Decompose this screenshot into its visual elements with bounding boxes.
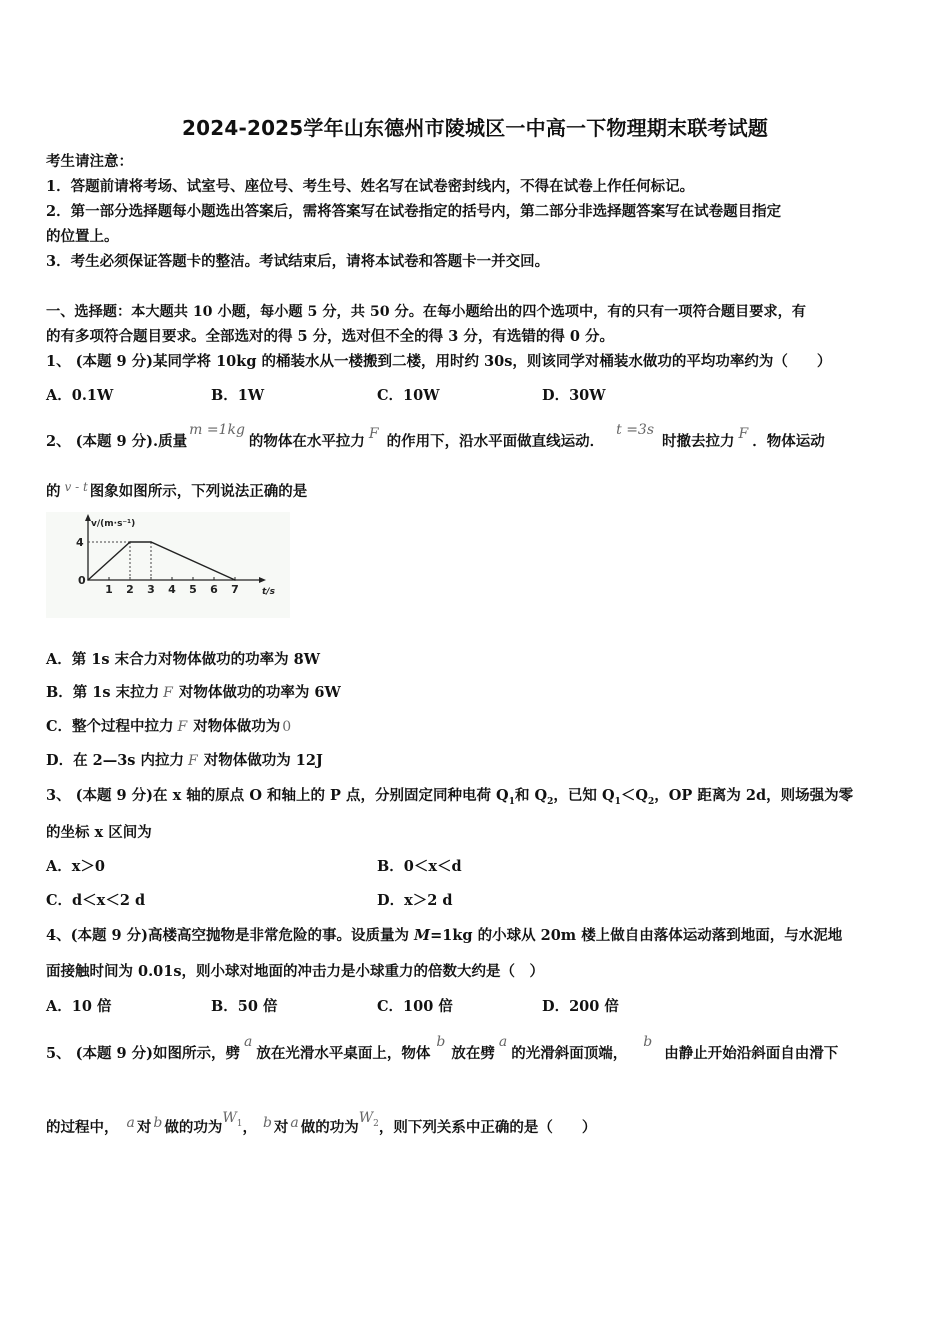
- q5-text-5: 由静止开始沿斜面自由滑下: [664, 1045, 839, 1062]
- data-point: [87, 579, 89, 581]
- q5-symbol-b-4: b: [262, 1115, 272, 1131]
- notice-item-3: 3．考生必须保证答题卡的整洁。考试结束后，请将本试卷和答题卡一并交回。: [46, 253, 550, 270]
- q5-text-11: 做的功为: [300, 1119, 359, 1136]
- vt-graph-background: [46, 512, 290, 618]
- q2-option-b: [46, 683, 341, 703]
- q4-option-d: D．200 倍: [542, 998, 619, 1015]
- q2-time-expr: t =3s: [616, 422, 655, 438]
- x-tick-label: 5: [189, 583, 197, 596]
- q5-symbol-a-2: a: [498, 1034, 508, 1050]
- q2-option-c-force: F: [177, 719, 188, 735]
- q5-text-6: 的过程中，: [46, 1119, 119, 1136]
- vt-graph: [46, 512, 290, 618]
- q2-option-d-text2: 对物体做功为 12J: [203, 752, 323, 769]
- q2-text-6: 的: [46, 483, 61, 500]
- notice-heading: 考生请注意：: [46, 153, 133, 170]
- q5-text-8: 做的功为: [164, 1119, 223, 1136]
- q5-text-10: 对: [273, 1119, 289, 1136]
- q3-option-a: A．x＞0: [46, 858, 105, 875]
- q5-w2-sub: 2: [373, 1118, 379, 1129]
- notice-item-1: 1．答题前请将考场、试室号、座位号、考生号、姓名写在试卷密封线内，不得在试卷上作任何标记。: [46, 178, 695, 195]
- q3-sub-2: 2: [547, 796, 554, 807]
- section1-intro-line1: 一、选择题：本大题共 10 小题，每小题 5 分，共 50 分。在每小题给出的四个选项中，有的只有一项符合题目要求，有: [46, 304, 806, 320]
- q2-text-3: 的作用下，沿水平面做直线运动．: [386, 433, 605, 450]
- page-title: 2024-2025学年山东德州市陵城区一中高一下物理期末联考试题: [181, 116, 769, 140]
- x-tick-label: 1: [105, 583, 113, 596]
- y-tick-label: 4: [76, 536, 84, 549]
- q5-w1: [222, 1110, 243, 1129]
- q2-option-d: [46, 751, 323, 771]
- q4-option-b: B．50 倍: [211, 998, 278, 1015]
- q2-option-c: [46, 717, 291, 737]
- q2-force-symbol-2: F: [738, 426, 749, 442]
- q5-text-7: 对: [136, 1119, 152, 1136]
- data-point: [150, 541, 152, 543]
- q5-w2-letter: W: [358, 1110, 374, 1126]
- q4-mass-symbol: M: [414, 927, 431, 944]
- y-axis-label: v/(m·s⁻¹): [91, 519, 136, 529]
- origin-label: 0: [78, 574, 86, 587]
- q2-text-1: 2、 (本题 9 分).质量: [46, 433, 188, 450]
- q5-text-4: 的光滑斜面顶端，: [511, 1045, 628, 1062]
- q3-option-d: D．x＞2 d: [377, 892, 453, 909]
- q2-option-c-text1: C．整个过程中拉力: [46, 718, 174, 735]
- q5-symbol-b-1: b: [436, 1034, 446, 1050]
- data-point: [234, 579, 236, 581]
- q5-w1-letter: W: [222, 1110, 237, 1126]
- q2-option-d-text1: D．在 2—3s 内拉力: [46, 752, 185, 769]
- data-point: [129, 541, 131, 543]
- q5-text-1: 5、 (本题 9 分)如图所示，劈: [46, 1045, 241, 1062]
- q1-option-b: B．1W: [211, 387, 265, 404]
- x-tick-label: 2: [126, 583, 134, 596]
- q5-symbol-b-3: b: [153, 1115, 163, 1131]
- x-tick-label: 4: [168, 583, 176, 596]
- q2-force-symbol: F: [368, 426, 379, 442]
- q2-option-a: A．第 1s 末合力对物体做功的功率为 8W: [46, 651, 321, 668]
- x-tick-label: 3: [147, 583, 155, 596]
- q5-text-2: 放在光滑水平桌面上，物体: [256, 1045, 431, 1062]
- q5-text-3: 放在劈: [451, 1045, 495, 1062]
- section1-intro-line2: 的有多项符合题目要求。全部选对的得 5 分，选对但不全的得 3 分，有选错的得 0 分。: [46, 328, 615, 345]
- q2-stem-line2: [46, 482, 307, 502]
- q3-text-4: ＜Q: [620, 787, 649, 804]
- q3-text-1: 3、 (本题 9 分)在 x 轴的原点 O 和轴上的 P 点，分别固定同种电荷 Q: [46, 787, 509, 804]
- q3-option-c: C．d＜x＜2 d: [46, 892, 146, 909]
- q2-option-b-text2: 对物体做功的功率为 6W: [178, 684, 341, 701]
- q5-stem-line2: [46, 1110, 597, 1144]
- q2-option-d-force: F: [188, 753, 198, 769]
- q3-stem-line2: 的坐标 x 区间为: [46, 824, 152, 841]
- q3-text-2: 和 Q: [514, 787, 548, 804]
- q3-stem-line1: [46, 786, 853, 812]
- q1-stem: 1、 (本题 9 分)某同学将 10kg 的桶装水从一楼搬到二楼，用时约 30s，则该同学对桶装水做功的平均功率约为（ ）: [46, 353, 832, 370]
- q2-text-4: 时撤去拉力: [662, 433, 735, 450]
- q3-sub-4: 2: [648, 796, 655, 807]
- q4-stem-line1: [46, 926, 842, 946]
- q1-option-c: C．10W: [377, 387, 440, 404]
- q5-text-12: ，则下列关系中正确的是（ ）: [378, 1119, 597, 1136]
- x-tick-label: 7: [231, 583, 239, 596]
- q5-text-9: ，: [242, 1119, 257, 1136]
- q2-option-c-text2: 对物体做功为: [193, 718, 281, 735]
- q5-symbol-a-1: a: [244, 1034, 253, 1050]
- notice-item-2: 2．第一部分选择题每小题选出答案后，需将答案写在试卷指定的括号内，第二部分非选择题答案写在试卷题目指定: [46, 203, 782, 220]
- x-axis-label: t/s: [262, 587, 275, 597]
- q3-sub-1: 1: [508, 796, 515, 807]
- q2-text-7: 图象如图所示，下列说法正确的是: [89, 483, 308, 500]
- q2-option-b-text1: B．第 1s 末拉力: [46, 684, 160, 701]
- q5-stem-line1: [46, 1034, 839, 1064]
- q1-option-d: D．30W: [542, 387, 606, 404]
- q2-option-c-zero: 0: [282, 719, 292, 735]
- q3-option-b: B．0＜x＜d: [377, 858, 462, 875]
- q2-text-5: ．物体运动: [752, 433, 825, 450]
- q5-symbol-b-2: b: [643, 1034, 653, 1050]
- q2-mass-expr: m =1kg: [189, 422, 245, 438]
- q1-option-a: A．0.1W: [46, 387, 114, 404]
- q2-text-2: 的物体在水平拉力: [248, 433, 365, 450]
- q3-text-5: ，OP 距离为 2d，则场强为零: [654, 787, 854, 804]
- x-tick-label: 6: [210, 583, 218, 596]
- q4-text-2: =1kg 的小球从 20m 楼上做自由落体运动落到地面，与水泥地: [430, 927, 843, 944]
- q4-text-1: 4、(本题 9 分)高楼高空抛物是非常危险的事。设质量为: [46, 927, 415, 944]
- q3-sub-3: 1: [614, 796, 621, 807]
- q5-w1-sub: 1: [236, 1118, 243, 1129]
- q3-text-3: ，已知 Q: [553, 787, 615, 804]
- q5-symbol-a-3: a: [126, 1115, 135, 1131]
- q4-stem-line2: 面接触时间为 0.01s，则小球对地面的冲击力是小球重力的倍数大约是（ ）: [46, 963, 545, 980]
- q4-option-c: C．100 倍: [377, 998, 453, 1015]
- q2-vt-expr: v - t: [64, 480, 88, 494]
- q2-stem-line1: [46, 422, 825, 452]
- q4-option-a: A．10 倍: [46, 998, 112, 1015]
- q5-symbol-a-4: a: [290, 1115, 299, 1131]
- q5-w2: [358, 1110, 379, 1129]
- notice-item-2-cont: 的位置上。: [46, 228, 119, 245]
- q2-option-b-force: F: [163, 685, 173, 701]
